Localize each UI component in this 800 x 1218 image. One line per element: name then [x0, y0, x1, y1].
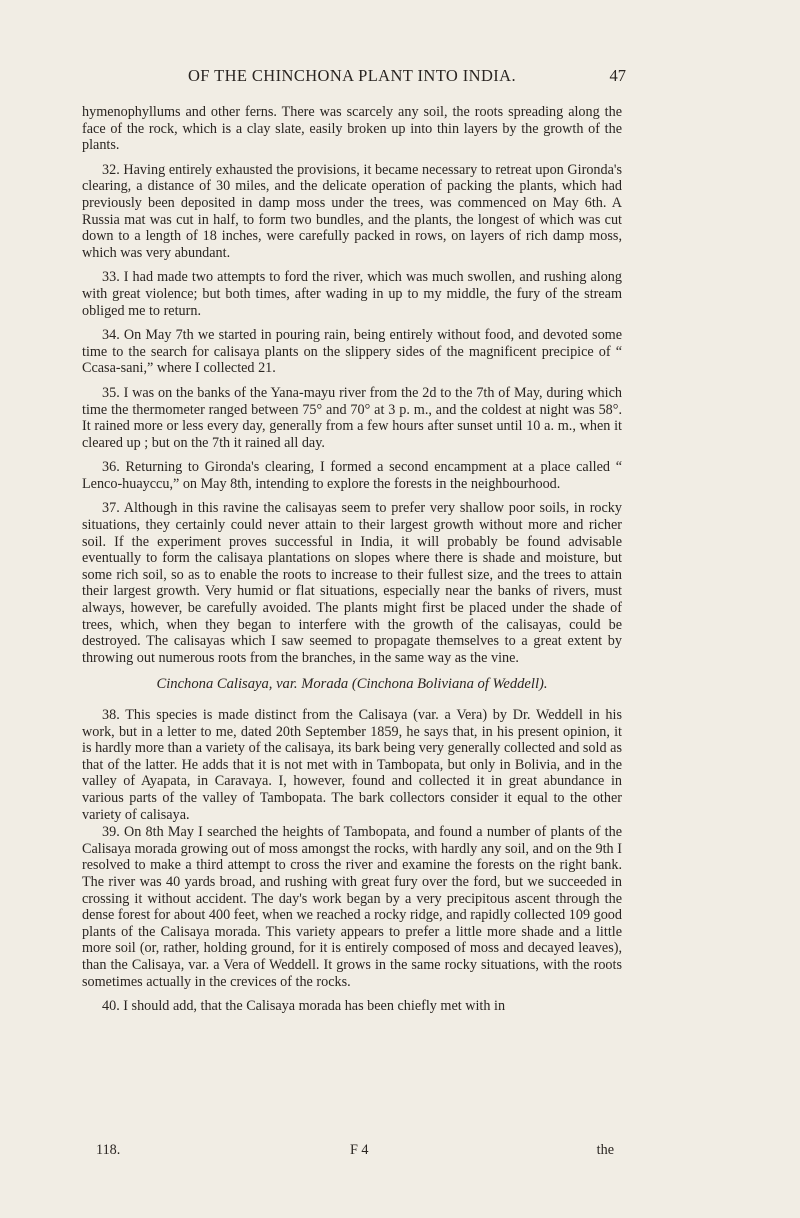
- paragraph-37: 37. Although in this ravine the calisayas seem to prefer very shallow poor soils, in rocky situations, they certainly could never attain to their largest growth without more and richer soil. If the experiment proves successful in India, it will probably be found advisable eventually to form the calisaya plantations on slopes where there is shade and moisture, but some rich soil, so as to enable the roots to increase to their fullest size, and the trees to attain their largest growth. Very humid or flat situations, especially near the banks of rivers, must always, however, be carefully avoided. The plants might first be placed under the shade of trees, which, when they began to interfere with the growth of the calisayas, could be destroyed. The calisayas which I saw seemed to propagate themselves to a great extent by throwing out numerous roots from the branches, in the same way as the vine.: [82, 500, 622, 666]
- paragraph-38: 38. This species is made distinct from the Calisaya (var. a Vera) by Dr. Weddell in his work, but in a letter to me, dated 20th September 1859, he says that, in his present opinion, it is hardly more than a variety of the calisaya, its bark being very generally collected and sold as that of the latter. He adds that it is not met with in Tambopata, but only in Bolivia, and in the valley of Ayapata, in Caravaya. I, however, found and collected it in great abundance in various parts of the valley of Tambopata. The bark collectors consider it equal to the other variety of calisaya.: [82, 707, 622, 823]
- page-footer: [82, 1142, 622, 1162]
- paragraph-36: 36. Returning to Gironda's clearing, I formed a second encampment at a place called “ Lenco-huayccu,” on May 8th, intending to explore the forests in the neighbourhood.: [82, 459, 622, 492]
- footer-sheet-number: 118.: [96, 1142, 121, 1158]
- paragraph-32: 32. Having entirely exhausted the provisions, it became necessary to retreat upon Gironda's clearing, a distance of 30 miles, and the delicate operation of packing the plants, which had previously been deposited in damp moss under the trees, was commenced on May 6th. A Russia mat was cut in half, to form two bundles, and the plants, the longest of which was cut down to a length of 18 inches, were carefully packed in rows, on layers of rich damp moss, which was very abundant.: [82, 161, 622, 261]
- running-title: OF THE CHINCHONA PLANT INTO INDIA.: [187, 66, 517, 85]
- page-header: [82, 66, 626, 92]
- body-text: [82, 104, 622, 1023]
- paragraph-39: 39. On 8th May I searched the heights of Tambopata, and found a number of plants of the Calisaya morada growing out of moss amongst the rocks, with hardly any soil, and on the 9th I resolved to make a third attempt to cross the river and examine the forests on the right bank. The river was 40 yards broad, and rushing with great fury over the ford, but we succeeded in crossing it without accident. The day's work began by a very precipitous ascent through the dense forest for about 400 feet, when we reached a rocky ridge, and rapidly collected 109 good plants of the Calisaya morada. This variety appears to prefer a little more shade and a little more soil (or, rather, holding ground, for it is entirely composed of moss and decayed leaves), than the Calisaya, var. a Vera of Weddell. It grows in the same rocky situations, with the roots sometimes actually in the crevices of the rocks.: [82, 824, 622, 990]
- paragraph-40: 40. I should add, that the Calisaya morada has been chiefly met with in: [102, 998, 506, 1015]
- page-number: 47: [609, 66, 626, 85]
- footer-signature-mark: F 4: [350, 1142, 369, 1158]
- section-subheading: Cinchona Calisaya, var. Morada (Cinchona Boliviana of Weddell).: [156, 676, 548, 693]
- paragraph-34: 34. On May 7th we started in pouring rain, being entirely without food, and devoted some time to the search for calisaya plants on the slippery sides of the magnificent precipice of “ Ccasa-sani,” where I collected 21.: [82, 327, 622, 377]
- paragraph-33: 33. I had made two attempts to ford the river, which was much swollen, and rushing along with great violence; but both times, after wading in up to my middle, the fury of the stream obliged me to return.: [82, 269, 622, 319]
- footer-catchword: the: [596, 1142, 614, 1158]
- paragraph-35: 35. I was on the banks of the Yana-mayu river from the 2d to the 7th of May, during which time the thermometer ranged between 75° and 70° at 3 p. m., and the coldest at night was 58°. It rained more or less every day, generally from a few hours after sunset until 10 a. m., when it cleared up ; but on the 7th it rained all day.: [82, 384, 622, 451]
- paragraph-continuation: hymenophyllums and other ferns. There was scarcely any soil, the roots spreading along the face of the rock, which is a clay slate, easily broken up into thin layers by the growth of the plants.: [82, 104, 622, 154]
